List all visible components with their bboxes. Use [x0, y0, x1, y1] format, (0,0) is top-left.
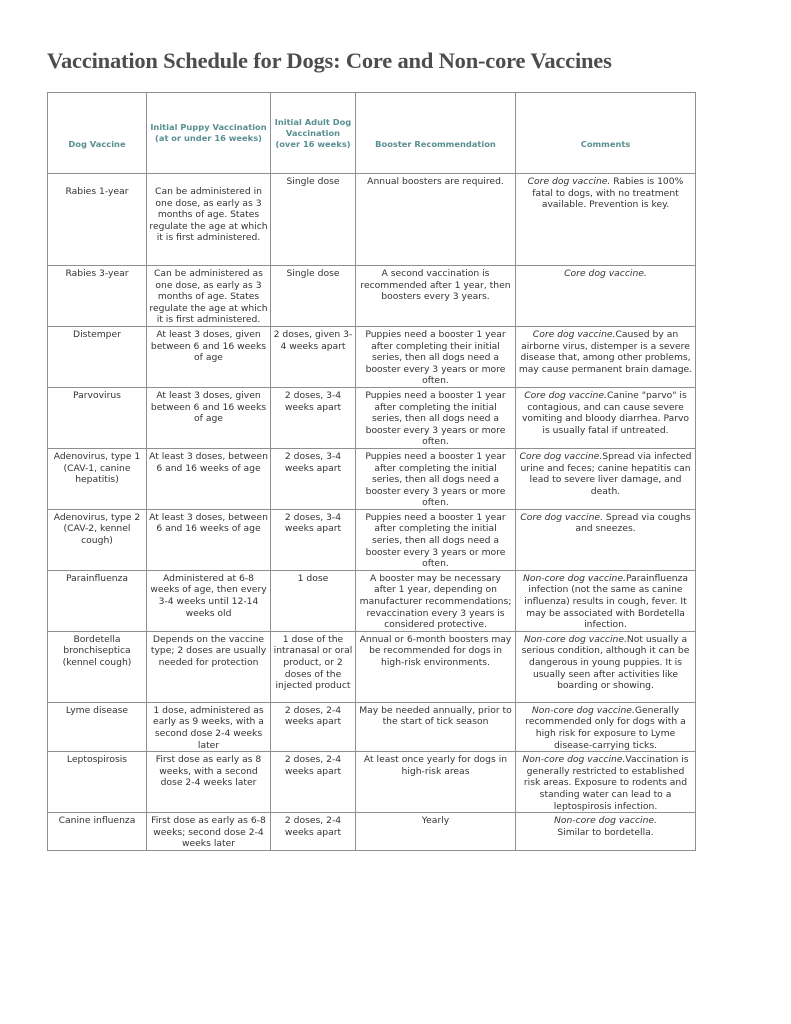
booster-cell: Annual boosters are required. — [356, 174, 516, 266]
comment-type: Non-core dog vaccine. — [522, 754, 626, 766]
table-row — [48, 448, 696, 509]
vaccine-cell: Parainfluenza — [48, 570, 147, 631]
puppy-cell: Depends on the vaccine type; 2 doses are usually needed for protection — [147, 631, 271, 702]
adult-cell: Single dose — [271, 266, 356, 327]
vaccination-table — [47, 92, 696, 851]
table-row — [48, 509, 696, 570]
page-title: Vaccination Schedule for Dogs: Core and Non-core Vaccines — [47, 48, 612, 73]
adult-cell: 1 dose of the intranasal or oral product, or 2 doses of the injected product — [271, 631, 356, 702]
comment-cell: Core dog vaccine. Spread via coughs and sneezes. — [516, 509, 696, 570]
adult-cell: 2 doses, given 3-4 weeks apart — [271, 326, 356, 387]
table-row — [48, 387, 696, 448]
table-header-row — [48, 93, 696, 174]
vaccine-cell: Rabies 3-year — [48, 266, 147, 327]
vaccine-cell: Canine influenza — [48, 813, 147, 851]
puppy-cell: First dose as early as 8 weeks, with a second dose 2-4 weeks later — [147, 752, 271, 813]
comment-cell: Non-core dog vaccine.Generally recommended only for dogs with a high risk for exposure to Lyme disease-carrying ticks. — [516, 702, 696, 751]
comment-cell: Non-core dog vaccine.Vaccination is generally restricted to established risk areas. Exposure to rodents and standing water can lead to a leptospirosis infection. — [516, 752, 696, 813]
comment-type: Non-core dog vaccine. — [531, 704, 635, 716]
puppy-cell: Administered at 6-8 weeks of age, then every 3-4 weeks until 12-14 weeks old — [147, 570, 271, 631]
comment-cell: Core dog vaccine.Canine "parvo" is contagious, and can cause severe vomiting and bloody diarrhea. Parvo is usually fatal if untreated. — [516, 387, 696, 448]
comment-cell: Non-core dog vaccine.Not usually a serious condition, although it can be dangerous in young puppies. It is usually seen after activities like boarding or showing. — [516, 631, 696, 702]
puppy-cell: First dose as early as 6-8 weeks; second dose 2-4 weeks later — [147, 813, 271, 851]
comment-type: Non-core dog vaccine. — [523, 633, 627, 645]
comment-cell — [516, 266, 696, 327]
vaccine-cell: Adenovirus, type 1 (CAV-1, canine hepatitis) — [48, 448, 147, 509]
booster-cell: Annual or 6-month boosters may be recommended for dogs in high-risk environments. — [356, 631, 516, 702]
comment-cell: Non-core dog vaccine. Similar to bordetella. — [516, 813, 696, 851]
table-row — [48, 570, 696, 631]
puppy-cell: At least 3 doses, between 6 and 16 weeks of age — [147, 509, 271, 570]
header-booster: Booster Recommendation — [356, 93, 516, 174]
vaccine-cell: Rabies 1-year — [48, 174, 147, 266]
vaccine-cell: Leptospirosis — [48, 752, 147, 813]
header-adult-vaccination: Initial Adult Dog Vaccination (over 16 weeks) — [271, 93, 356, 174]
header-puppy-vaccination: Initial Puppy Vaccination (at or under 16 weeks) — [147, 93, 271, 174]
booster-cell: A booster may be necessary after 1 year, depending on manufacturer recommendations; revaccination every 3 years is considered protective. — [356, 570, 516, 631]
booster-cell: Puppies need a booster 1 year after completing the initial series, then all dogs need a booster every 3 years or more often. — [356, 387, 516, 448]
vaccine-cell: Adenovirus, type 2 (CAV-2, kennel cough) — [48, 509, 147, 570]
adult-cell: 2 doses, 2-4 weeks apart — [271, 702, 356, 751]
booster-cell: A second vaccination is recommended after 1 year, then boosters every 3 years. — [356, 266, 516, 327]
header-dog-vaccine: Dog Vaccine — [48, 93, 147, 174]
booster-cell: At least once yearly for dogs in high-risk areas — [356, 752, 516, 813]
booster-cell: Puppies need a booster 1 year after completing the initial series, then all dogs need a booster every 3 years or more often. — [356, 448, 516, 509]
table-row — [48, 174, 696, 266]
comment-type: Core dog vaccine. — [524, 389, 607, 401]
adult-cell: Single dose — [271, 174, 356, 266]
vaccine-cell: Parvovirus — [48, 387, 147, 448]
vaccine-cell: Distemper — [48, 326, 147, 387]
comment-cell: Core dog vaccine.Spread via infected urine and feces; canine hepatitis can lead to severe liver damage, and death. — [516, 448, 696, 509]
table-row — [48, 813, 696, 851]
comment-type: Core dog vaccine. — [564, 268, 647, 279]
table-row — [48, 266, 696, 327]
puppy-cell: At least 3 doses, given between 6 and 16 weeks of age — [147, 387, 271, 448]
puppy-cell: 1 dose, administered as early as 9 weeks, with a second dose 2-4 weeks later — [147, 702, 271, 751]
comment-type: Core dog vaccine. — [519, 450, 603, 462]
adult-cell: 2 doses, 2-4 weeks apart — [271, 813, 356, 851]
adult-cell: 1 dose — [271, 570, 356, 631]
booster-cell: Puppies need a booster 1 year after completing the initial series, then all dogs need a booster every 3 years or more often. — [356, 509, 516, 570]
comment-type: Non-core dog vaccine. — [522, 572, 626, 584]
table-row — [48, 702, 696, 751]
comment-type: Core dog vaccine. — [527, 176, 611, 187]
comment-cell: Core dog vaccine. Rabies is 100% fatal to dogs, with no treatment available. Prevention is key. — [516, 174, 696, 266]
vaccine-cell: Bordetella bronchiseptica (kennel cough) — [48, 631, 147, 702]
puppy-cell: Can be administered in one dose, as early as 3 months of age. States regulate the age at which it is first administered. — [147, 174, 271, 266]
puppy-cell: At least 3 doses, given between 6 and 16 weeks of age — [147, 326, 271, 387]
table-row — [48, 752, 696, 813]
table-row — [48, 631, 696, 702]
vaccine-cell: Lyme disease — [48, 702, 147, 751]
adult-cell: 2 doses, 3-4 weeks apart — [271, 448, 356, 509]
header-comments: Comments — [516, 93, 696, 174]
comment-type: Core dog vaccine. — [532, 328, 616, 340]
puppy-cell: Can be administered as one dose, as early as 3 months of age. States regulate the age at which it is first administered. — [147, 266, 271, 327]
booster-cell: May be needed annually, prior to the start of tick season — [356, 702, 516, 751]
comment-cell: Core dog vaccine.Caused by an airborne virus, distemper is a severe disease that, among other problems, may cause permanent brain damage. — [516, 326, 696, 387]
puppy-cell: At least 3 doses, between 6 and 16 weeks of age — [147, 448, 271, 509]
adult-cell: 2 doses, 3-4 weeks apart — [271, 509, 356, 570]
comment-type: Core dog vaccine. — [520, 511, 604, 523]
table-row — [48, 326, 696, 387]
comment-type: Non-core dog vaccine. — [554, 815, 657, 827]
adult-cell: 2 doses, 2-4 weeks apart — [271, 752, 356, 813]
booster-cell: Puppies need a booster 1 year after completing their initial series, then all dogs need a booster every 3 years or more often. — [356, 326, 516, 387]
adult-cell: 2 doses, 3-4 weeks apart — [271, 387, 356, 448]
booster-cell: Yearly — [356, 813, 516, 851]
comment-cell: Non-core dog vaccine.Parainfluenza infection (not the same as canine influenza) results in cough, fever. It may be associated with Bordetella infection. — [516, 570, 696, 631]
